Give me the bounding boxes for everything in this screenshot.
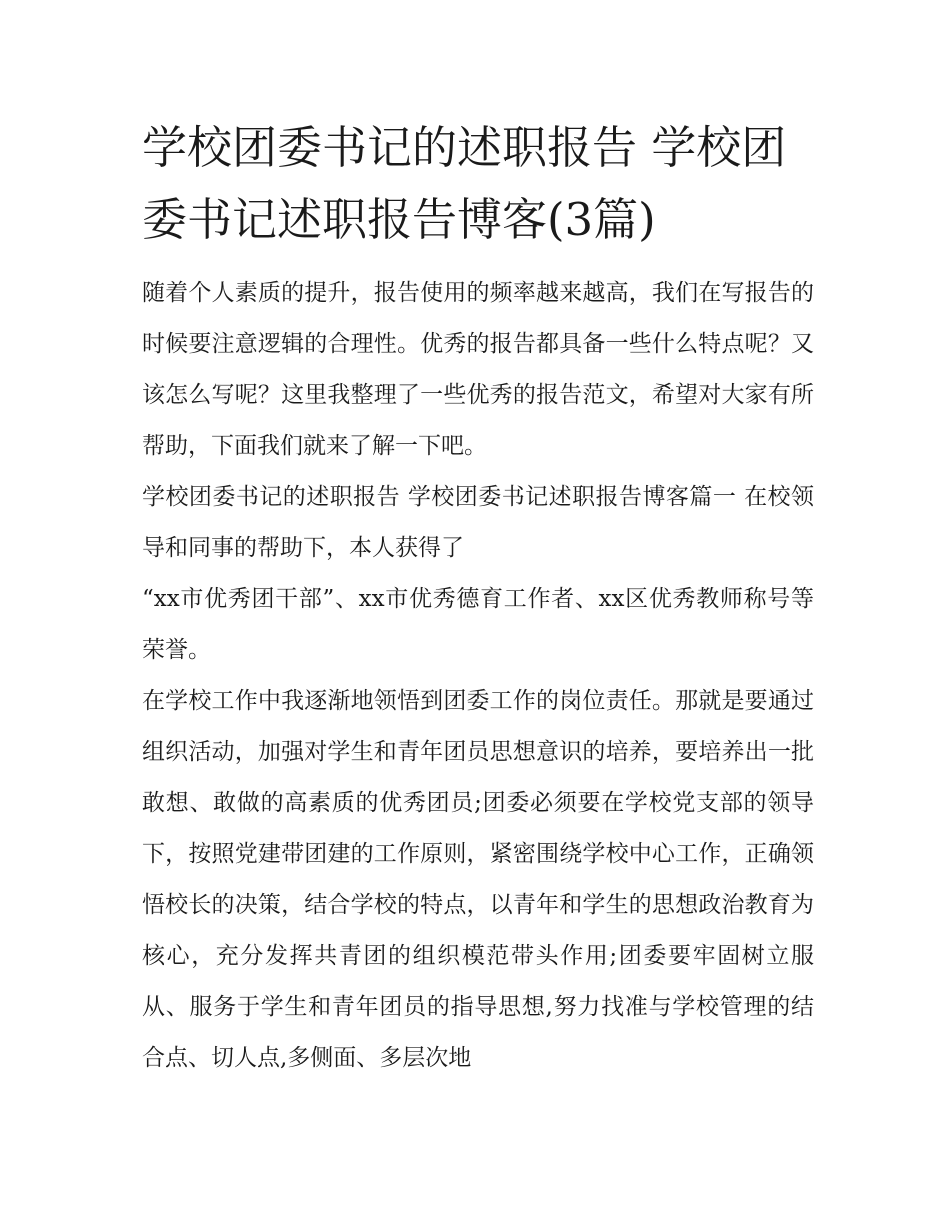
title-block <box>142 112 814 256</box>
document-page <box>142 112 814 1084</box>
paragraph-intro: 随着个人素质的提升，报告使用的频率越来越高，我们在写报告的时候要注意逻辑的合理性。优秀的报告都具备一些什么特点呢？又该怎么写呢？这里我整理了一些优秀的报告范文，希望对大家有所帮助，下面我们就来了解一下吧。 <box>142 280 814 459</box>
paragraph-section-one-heading: 学校团委书记的述职报告 学校团委书记述职报告博客篇一 在校领导和同事的帮助下，本人获得了 <box>142 484 814 561</box>
paragraph-honors: “xx市优秀团干部”、xx市优秀德育工作者、xx区优秀教师称号等荣誉。 <box>142 586 814 663</box>
document-title: 学校团委书记的述职报告 学校团委书记述职报告博客(3篇) <box>142 121 787 246</box>
paragraph-responsibility: 在学校工作中我逐渐地领悟到团委工作的岗位责任。那就是要通过组织活动，加强对学生和青年团员思想意识的培养，要培养出一批敢想、敢做的高素质的优秀团员;团委必须要在学校党支部的领导下，按照党建带团建的工作原则，紧密围绕学校中心工作，正确领悟校长的决策，结合学校的特点，以青年和学生的思想政治教育为核心，充分发挥共青团的组织模范带头作用;团委要牢固树立服从、服务于学生和青年团员的指导思想,努力找准与学校管理的结合点、切人点,多侧面、多层次地 <box>142 688 814 1071</box>
